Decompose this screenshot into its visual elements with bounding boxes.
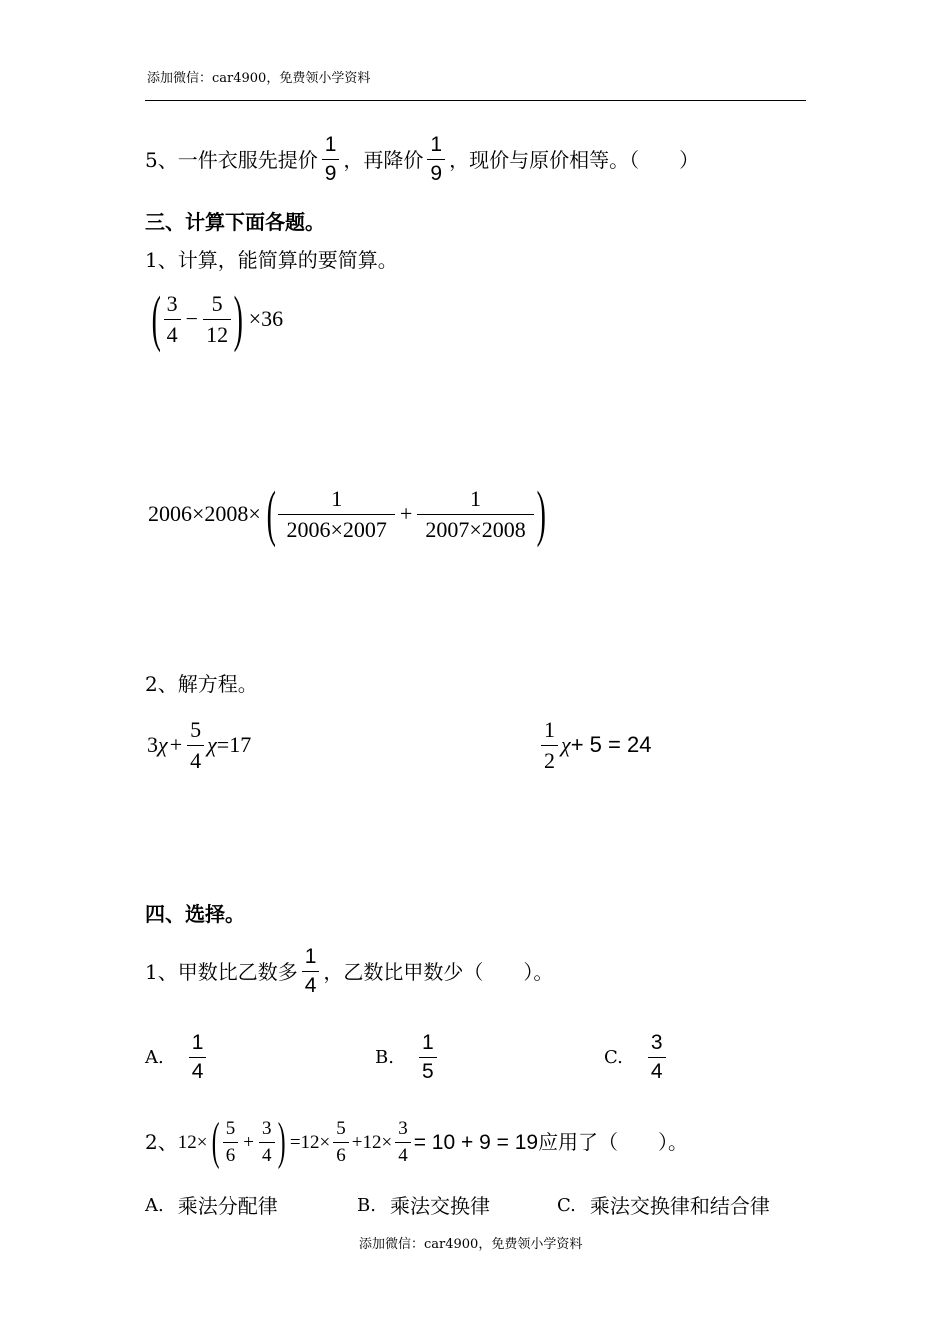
eq2-fraction: $\frac{1}{2}$ bbox=[541, 718, 558, 771]
section-3-sub2: 2、解方程。 bbox=[145, 672, 258, 696]
section-4-title: 四、选择。 bbox=[145, 902, 245, 926]
q2-prefix: 2、 bbox=[145, 1130, 178, 1154]
option-text: 乘法交换律 bbox=[389, 1194, 490, 1218]
eq1-lead: 3 bbox=[147, 732, 158, 757]
eq1-plus: + bbox=[169, 732, 183, 757]
expr2-fraction-a: $\frac{1}{2006\times 2007}$ bbox=[278, 487, 394, 540]
q2-expression bbox=[177, 1113, 539, 1170]
equation-1 bbox=[147, 717, 251, 773]
left-paren: ( bbox=[266, 480, 276, 548]
option-label: C. bbox=[604, 1046, 623, 1068]
q5-suffix: ，现价与原价相等。（ ） bbox=[449, 147, 700, 172]
q2-fraction-d: $\frac{3}{4}$ bbox=[395, 1119, 411, 1166]
right-paren: ) bbox=[277, 1113, 286, 1170]
option-fraction: $\frac{1}{4}$ bbox=[189, 1032, 207, 1083]
q1-option-b[interactable] bbox=[375, 1032, 440, 1083]
q2-suffix: 应用了（ ）。 bbox=[538, 1130, 689, 1154]
section-3-title: 三、计算下面各题。 bbox=[145, 210, 325, 234]
expr2-fraction-b: $\frac{1}{2007\times 2008}$ bbox=[417, 487, 533, 540]
expr1-fraction-b: $\frac{5}{12}$ bbox=[203, 292, 231, 345]
expression-1 bbox=[146, 285, 284, 353]
left-paren: ( bbox=[212, 1113, 221, 1170]
q2-fraction-b: $\frac{3}{4}$ bbox=[259, 1119, 275, 1166]
q2-equals: =12× bbox=[289, 1131, 331, 1153]
expression-2 bbox=[148, 480, 551, 548]
q2-option-b[interactable] bbox=[357, 1196, 490, 1216]
q1-prefix: 1、甲数比乙数多 bbox=[145, 959, 298, 984]
q2-plus: + bbox=[243, 1131, 254, 1153]
q5-fraction-1: $\frac{1}{9}$ bbox=[322, 134, 340, 185]
q1-suffix: ，乙数比甲数少（ ）。 bbox=[323, 959, 554, 984]
expr1-fraction-a: $\frac{3}{4}$ bbox=[164, 292, 181, 345]
option-label: B. bbox=[375, 1046, 394, 1068]
expr2-lead: 2006×2008× bbox=[148, 501, 261, 526]
option-fraction: $\frac{1}{5}$ bbox=[419, 1032, 437, 1083]
equation-2 bbox=[538, 717, 651, 773]
right-paren: ) bbox=[233, 285, 244, 353]
q5-middle: ，再降价 bbox=[343, 147, 424, 172]
choice-question-2 bbox=[145, 1113, 689, 1170]
page-footer: 添加微信：car4900，免费领小学资料 bbox=[359, 1237, 583, 1252]
page-header: 添加微信：car4900，免费领小学资料 bbox=[147, 71, 371, 86]
eq1-fraction: $\frac{5}{4}$ bbox=[187, 718, 204, 771]
q1-option-c[interactable] bbox=[604, 1032, 669, 1083]
q1-option-a[interactable] bbox=[145, 1032, 209, 1083]
q2-tail: = 10 + 9 = 19 bbox=[413, 1130, 539, 1154]
eq2-tail: + 5 = 24 bbox=[570, 732, 652, 757]
q2-option-c[interactable] bbox=[557, 1196, 770, 1216]
option-text: 乘法分配律 bbox=[177, 1194, 278, 1218]
q2-option-a[interactable] bbox=[145, 1196, 278, 1216]
q2-mid: +12× bbox=[351, 1131, 393, 1153]
eq2-variable: χ bbox=[561, 732, 571, 757]
q2-fraction-c: $\frac{5}{6}$ bbox=[333, 1119, 349, 1166]
q5-prefix: 5、一件衣服先提价 bbox=[145, 147, 318, 172]
right-paren: ) bbox=[536, 480, 546, 548]
q5-fraction-2: $\frac{1}{9}$ bbox=[427, 134, 445, 185]
left-paren: ( bbox=[151, 285, 161, 353]
section-3-sub1: 1、计算，能简算的要简算。 bbox=[145, 248, 398, 272]
eq1-tail: =17 bbox=[216, 732, 252, 757]
expr1-minus: − bbox=[185, 306, 199, 331]
q2-fraction-a: $\frac{5}{6}$ bbox=[223, 1119, 239, 1166]
option-label: B. bbox=[357, 1195, 376, 1216]
choice-question-1 bbox=[145, 946, 553, 997]
question-5 bbox=[145, 134, 699, 185]
option-label: C. bbox=[557, 1195, 576, 1216]
option-fraction: $\frac{3}{4}$ bbox=[648, 1032, 666, 1083]
eq1-variable-1: χ bbox=[158, 732, 168, 757]
option-text: 乘法交换律和结合律 bbox=[589, 1194, 770, 1218]
option-label: A. bbox=[145, 1195, 164, 1216]
expr1-tail: ×36 bbox=[248, 306, 284, 331]
expr2-plus: + bbox=[399, 501, 413, 526]
q2-lead: 12× bbox=[177, 1131, 208, 1153]
header-rule bbox=[145, 100, 806, 101]
eq1-variable-2: χ bbox=[207, 732, 217, 757]
option-label: A. bbox=[145, 1046, 164, 1068]
q1-fraction: $\frac{1}{4}$ bbox=[302, 946, 320, 997]
